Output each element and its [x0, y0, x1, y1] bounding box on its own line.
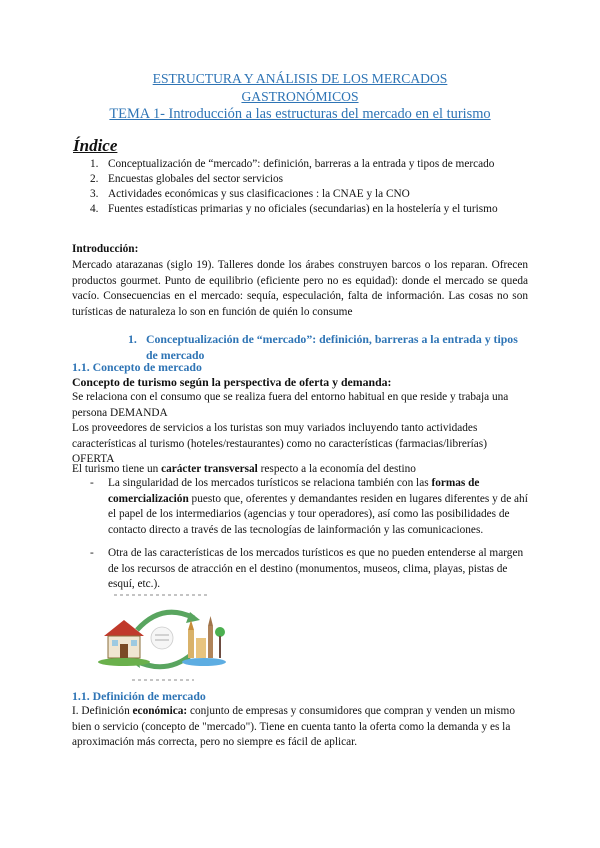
index-item-number: 2.: [90, 173, 99, 185]
p3-post: respecto a la economía del destino: [257, 463, 416, 475]
bullet-text: [108, 476, 530, 538]
index-item-text: Encuestas globales del sector servicios: [108, 173, 284, 185]
title-line-1: ESTRUCTURA Y ANÁLISIS DE LOS MERCADOS: [152, 71, 448, 86]
bullet-1-pre: La singularidad de los mercados turísticos se relaciona también con las: [108, 477, 432, 489]
p3-bold: carácter transversal: [161, 463, 258, 475]
index-item-number: 1.: [90, 158, 99, 170]
index-heading: Índice: [73, 136, 118, 155]
index-item-text: Conceptualización de “mercado”: definición, barreras a la entrada y tipos de mercado: [108, 158, 495, 170]
bullet-dash: -: [90, 547, 94, 559]
bullet-1-post: puesto que, oferentes y demandantes residen en lugares diferentes y de ahí el papel de los intermediarios (agencias y tour operadores), así como las posibilidades de contacto directo a través de las tecnologías de lainformación y las comunicaciones.: [108, 492, 528, 536]
bullet-1-bold: formas de comercialización: [108, 477, 480, 505]
title-line-2: GASTRONÓMICOS: [241, 89, 359, 104]
bullet-text: Otra de las características de los mercados turísticos es que no pueden entenderse al margen de los recursos de atracción en el destino (monumentos, museos, clima, playas, pistas de esquí, etc.).: [108, 547, 524, 590]
intro-heading: Introducción:: [72, 243, 139, 255]
definicion-pre: I. Definición: [72, 705, 133, 717]
index-item-number: 4.: [90, 203, 99, 215]
concepto-bold-line: Concepto de turismo según la perspectiva de oferta y demanda:: [72, 375, 392, 389]
section-1-title: Conceptualización de “mercado”: definición, barreras a la entrada y tipos de mercado: [146, 332, 518, 362]
definicion-post: conjunto de empresas y consumidores que compran y venden un mismo bien o servicio (concepto de "mercado"). Tiene en cuenta tanto la oferta como la demanda y es la aproximación más correcta, pero no siempre es fácil de aplicar.: [72, 705, 515, 748]
index-item-text: Fuentes estadísticas primarias y no oficiales (secundarias) en la hostelería y el turismo: [108, 203, 498, 215]
definicion-heading: 1.1. Definición de mercado: [72, 689, 206, 703]
bullet-dash: -: [90, 477, 94, 489]
document-title: [72, 71, 528, 105]
definicion-bold: económica:: [132, 705, 188, 717]
index-item-number: 3.: [90, 188, 99, 200]
tourism-cycle-figure: [82, 590, 242, 686]
concepto-paragraph-2: Los proveedores de servicios a los turistas son muy variados incluyendo tanto actividades características al turismo (hoteles/restaurantes) como no características (farmacias/librerías) OFERTA: [72, 422, 487, 465]
intro-body: Mercado atarazanas (siglo 19). Talleres donde los árabes construyen barcos o los reparan. Ofrecen productos gourmet. Punto de equilibrio (eficiente pero no es equidad): donde el mercado se queda vacío. Consecuencias en el mercado: sequía, especulación, falta de información. Las cosas no son turísticas de naturaleza lo son en función de quién lo consume: [72, 259, 528, 318]
concepto-heading: 1.1. Concepto de mercado: [72, 360, 202, 374]
section-1-number: 1.: [128, 332, 137, 346]
definicion-paragraph: [72, 704, 528, 751]
document-subtitle: TEMA 1- Introducción a las estructuras del mercado en el turismo: [109, 106, 491, 122]
index-item-text: Actividades económicas y sus clasificaciones : la CNAE y la CNO: [108, 188, 410, 200]
p3-pre: El turismo tiene un: [72, 463, 162, 475]
concepto-paragraph-1: Se relaciona con el consumo que se realiza fuera del entorno habitual en que reside y trabaja una persona DEMANDA: [72, 391, 509, 419]
